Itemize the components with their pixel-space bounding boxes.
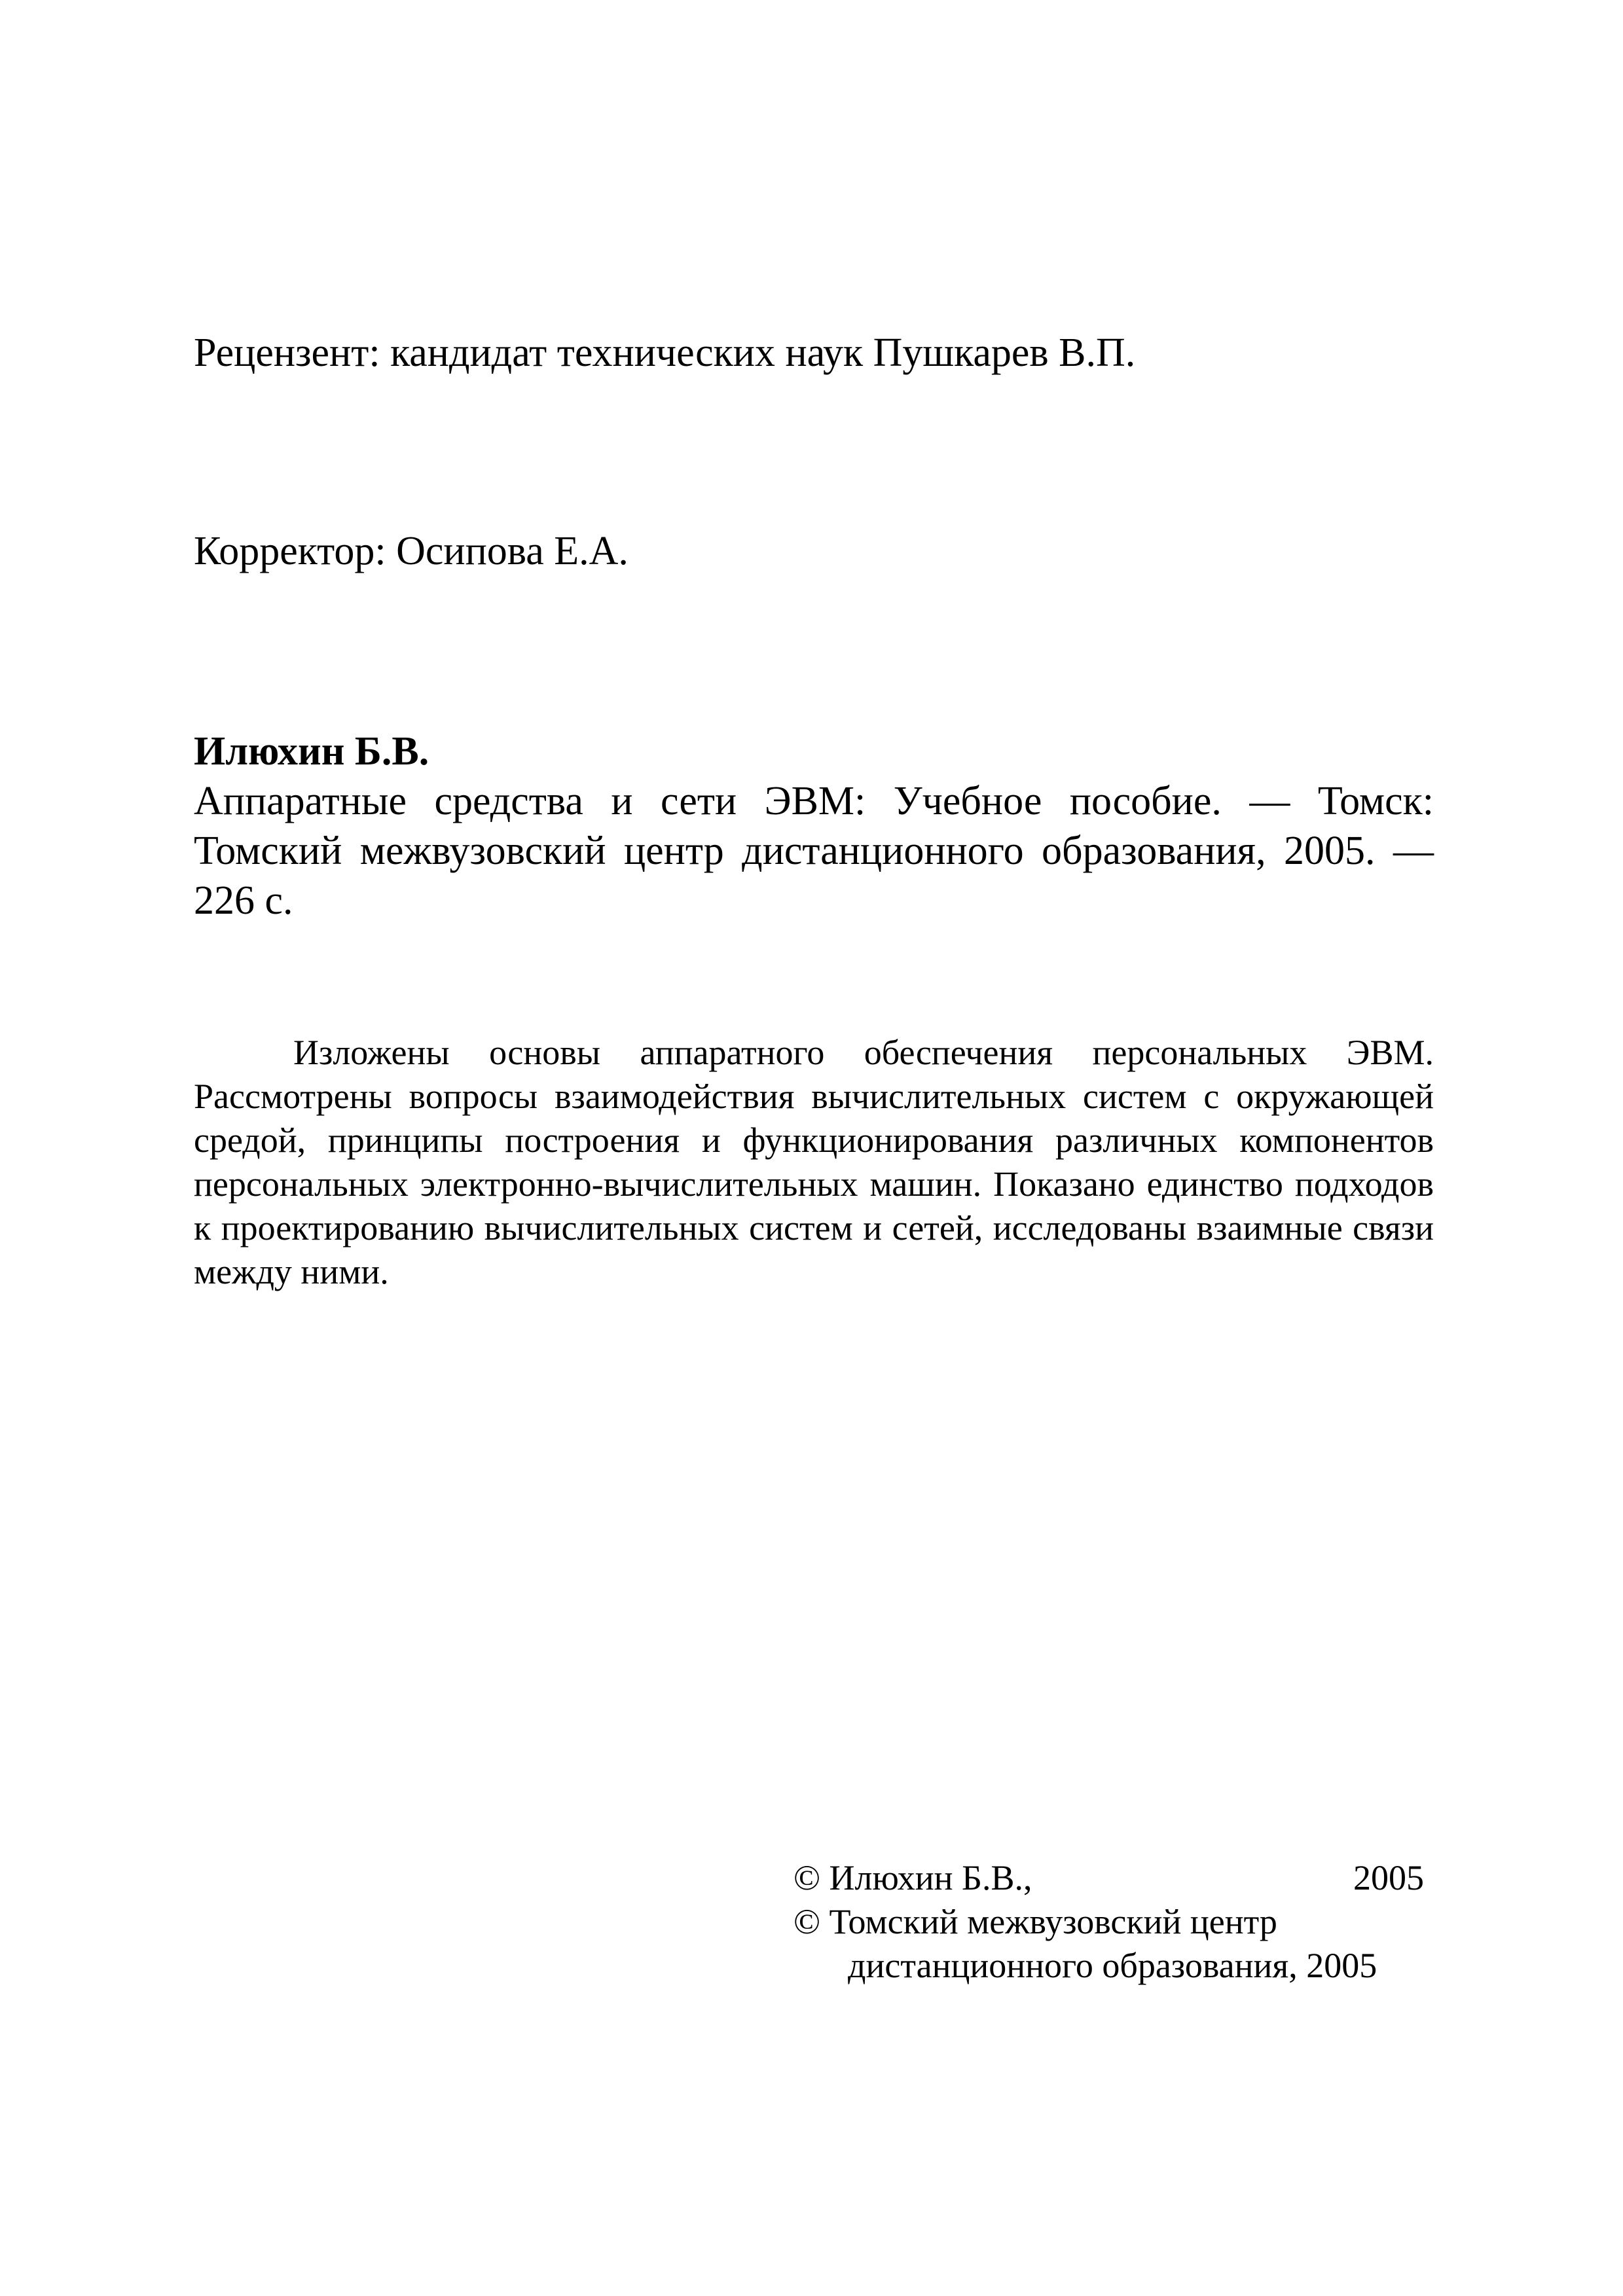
bibliographic-record <box>194 726 1434 925</box>
reviewer-line: Рецензент: кандидат технических наук Пушкарев В.П. <box>194 331 1136 375</box>
copyright-line-publisher-cont: дистанционного образования, 2005 <box>848 1946 1377 1985</box>
copyright-line-author <box>793 1856 1435 1900</box>
copyright-block <box>793 1856 1435 1988</box>
book-description: Аппаратные средства и сети ЭВМ: Учебное пособие. — Томск: Томский межвузовский центр дистанционного образования, 2005. — 226 с. <box>194 779 1434 923</box>
copyright-line-publisher: © Томский межвузовский центр <box>793 1902 1277 1941</box>
annotation-paragraph: Изложены основы аппаратного обеспечения персональных ЭВМ. Рассмотрены вопросы взаимодействия вычислительных систем с окружающей средой, принципы построения и функционирования различных компонентов персональных электронно-вычислительных машин. Показано единство подходов к проектированию вычислительных систем и сетей, исследованы взаимные связи между ними. <box>194 1033 1434 1291</box>
copyright-author: © Илюхин Б.В., <box>793 1858 1032 1897</box>
book-author: Илюхин Б.В. <box>194 729 429 774</box>
corrector-line: Корректор: Осипова Е.А. <box>194 529 629 573</box>
copyright-author-year: 2005 <box>1353 1858 1424 1897</box>
